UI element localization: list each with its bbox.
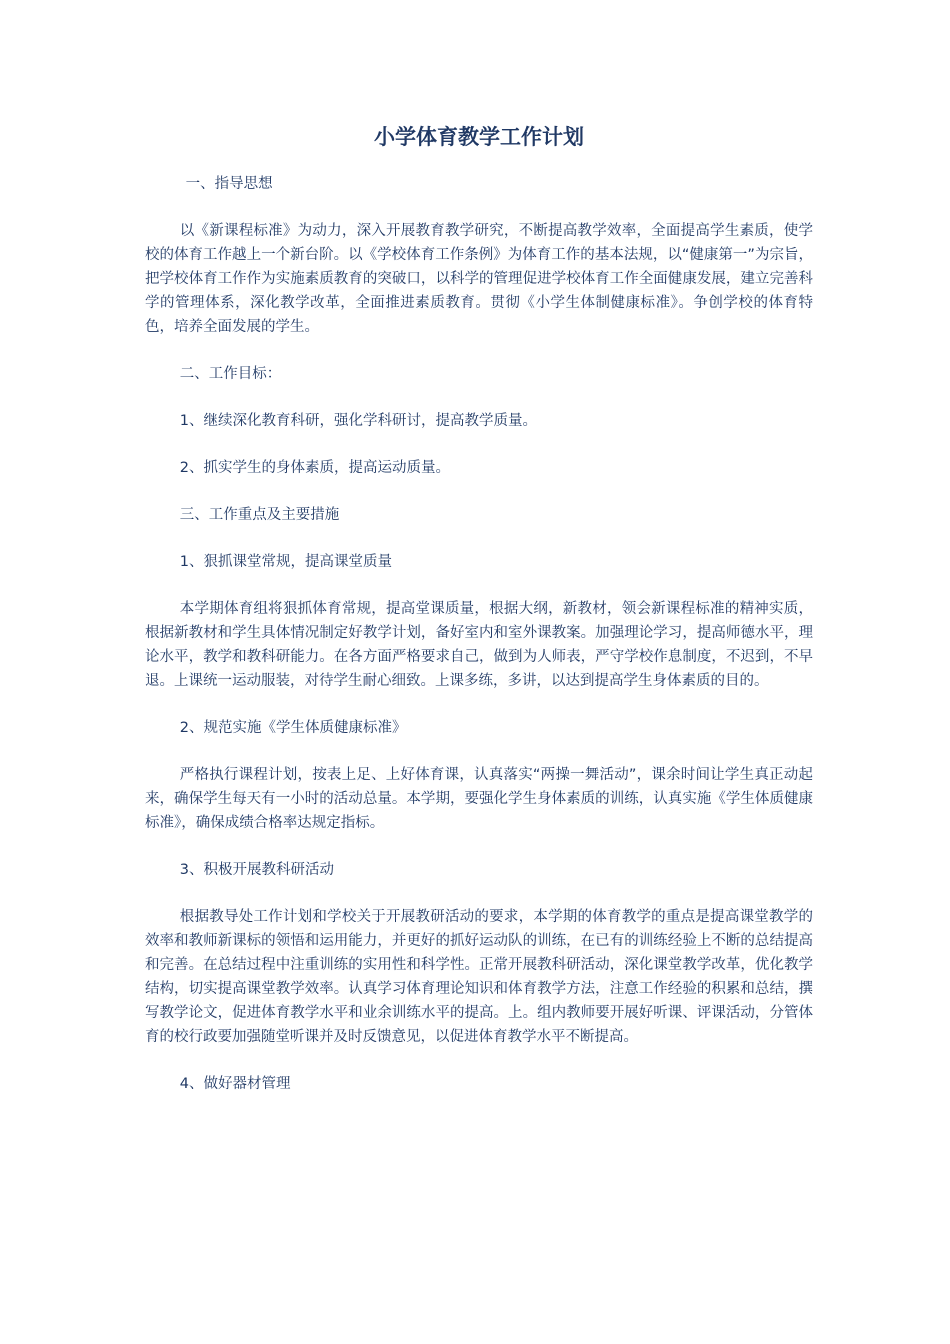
section-heading-work-goals: 二、工作目标： <box>179 366 282 382</box>
goal-item-2: 2、抓实学生的身体素质，提高运动质量。 <box>179 460 451 476</box>
subheading-classroom-routine: 1、狠抓课堂常规，提高课堂质量 <box>179 554 393 570</box>
subheading-health-standard: 2、规范实施《学生体质健康标准》 <box>179 720 407 736</box>
paragraph-guiding-ideology: 以《新课程标准》为动力，深入开展教育教学研究，不断提高教学效率，全面提高学生素质，使学校的体育工作越上一个新台阶。以《学校体育工作条例》为体育工作的基本法规，以“健康第一”为宗旨，把学校体育工作作为实施素质教育的突破口，以科学的管理促进学校体育工作全面健康发展，建立完善科学的管理体系，深化教学改革，全面推进素质教育。贯彻《小学生体制健康标准》。争创学校的体育特色，培养全面发展的学生。 <box>145 223 813 335</box>
document-title: 小学体育教学工作计划 <box>374 125 584 149</box>
document-body <box>145 120 813 1119</box>
goal-item-1: 1、继续深化教育科研，强化学科研讨，提高教学质量。 <box>179 413 538 429</box>
section-heading-key-measures: 三、工作重点及主要措施 <box>179 507 340 523</box>
paragraph-classroom-routine: 本学期体育组将狠抓体育常规，提高堂课质量，根据大纲，新教材，领会新课程标准的精神实质，根据新教材和学生具体情况制定好教学计划，备好室内和室外课教案。加强理论学习，提高师德水平，理论水平，教学和教科研能力。在各方面严格要求自己，做到为人师表，严守学校作息制度，不迟到，不早退。上课统一运动服装，对待学生耐心细致。上课多练，多讲，以达到提高学生身体素质的目的。 <box>145 601 813 689</box>
paragraph-teaching-research: 根据教导处工作计划和学校关于开展教研活动的要求，本学期的体育教学的重点是提高课堂教学的效率和教师新课标的领悟和运用能力，并更好的抓好运动队的训练，在已有的训练经验上不断的总结提高和完善。在总结过程中注重训练的实用性和科学性。正常开展教科研活动，深化课堂教学改革，优化教学结构，切实提高课堂教学效率。认真学习体育理论知识和体育教学方法，注意工作经验的积累和总结，撰写教学论文，促进体育教学水平和业余训练水平的提高。上。组内教师要开展好听课、评课活动，分管体育的校行政要加强随堂听课并及时反馈意见，以促进体育教学水平不断提高。 <box>145 909 813 1045</box>
subheading-equipment-management: 4、做好器材管理 <box>179 1076 291 1092</box>
paragraph-health-standard: 严格执行课程计划，按表上足、上好体育课，认真落实“两操一舞活动”，课余时间让学生真正动起来，确保学生每天有一小时的活动总量。本学期，要强化学生身体素质的训练，认真实施《学生体质健康标准》，确保成绩合格率达规定指标。 <box>145 767 813 831</box>
section-heading-guiding-ideology: 一、指导思想 <box>185 176 273 192</box>
subheading-teaching-research: 3、积极开展教科研活动 <box>179 862 335 878</box>
